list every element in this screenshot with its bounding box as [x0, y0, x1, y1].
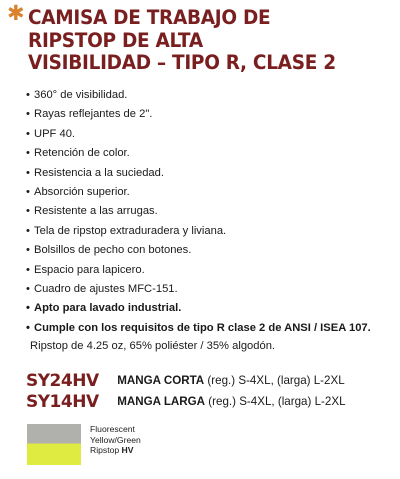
feature-item: • Resistente a las arrugas.	[26, 202, 371, 221]
swatch-label	[90, 424, 141, 456]
model-row	[26, 392, 346, 412]
feature-item: • Bolsillos de pecho con botones.	[26, 241, 371, 260]
feature-item: • Cuadro de ajustes MFC-151.	[26, 280, 371, 299]
product-title	[28, 7, 388, 75]
title-line: RIPSTOP DE ALTA	[28, 29, 203, 52]
feature-item: • Tela de ripstop extraduradera y liviana.	[26, 222, 371, 241]
sleeve-type: MANGA CORTA	[117, 374, 205, 387]
feature-item: • 360° de visibilidad.	[26, 86, 371, 105]
swatch-code: HV	[121, 445, 134, 455]
fabric-spec: Ripstop de 4.25 oz, 65% poliéster / 35% algodón.	[30, 340, 276, 352]
swatch-label-line	[90, 445, 141, 456]
title-line: CAMISA DE TRABAJO DE	[28, 7, 271, 30]
feature-item: • Absorción superior.	[26, 183, 371, 202]
swatch-fabric: Ripstop	[90, 445, 120, 455]
size-range: (reg.) S-4XL, (larga) L-2XL	[207, 374, 345, 387]
model-code: SY24HV	[26, 371, 99, 391]
sleeve-type: MANGA LARGA	[117, 395, 206, 408]
feature-item: • UPF 40.	[26, 125, 371, 144]
feature-item: • Espacio para lapicero.	[26, 261, 371, 280]
model-code: SY14HV	[26, 392, 99, 412]
star-icon: ✱	[7, 2, 25, 25]
feature-item: • Cumple con los requisitos de tipo R clase 2 de ANSI / ISEA 107.	[26, 319, 371, 338]
feature-item: • Retención de color.	[26, 144, 371, 163]
size-range: (reg.) S-4XL, (larga) L-2XL	[208, 395, 346, 408]
title-line: VISIBILIDAD – TIPO R, CLASE 2	[28, 52, 336, 75]
feature-item: • Rayas reflejantes de 2".	[26, 105, 371, 124]
model-row	[26, 371, 345, 391]
color-swatch	[27, 424, 81, 465]
feature-item: • Apto para lavado industrial.	[26, 299, 371, 318]
feature-list	[26, 86, 371, 338]
swatch-label-line: Yellow/Green	[90, 434, 141, 445]
swatch-label-line: Fluorescent	[90, 424, 135, 434]
feature-item: • Resistencia a la suciedad.	[26, 164, 371, 183]
